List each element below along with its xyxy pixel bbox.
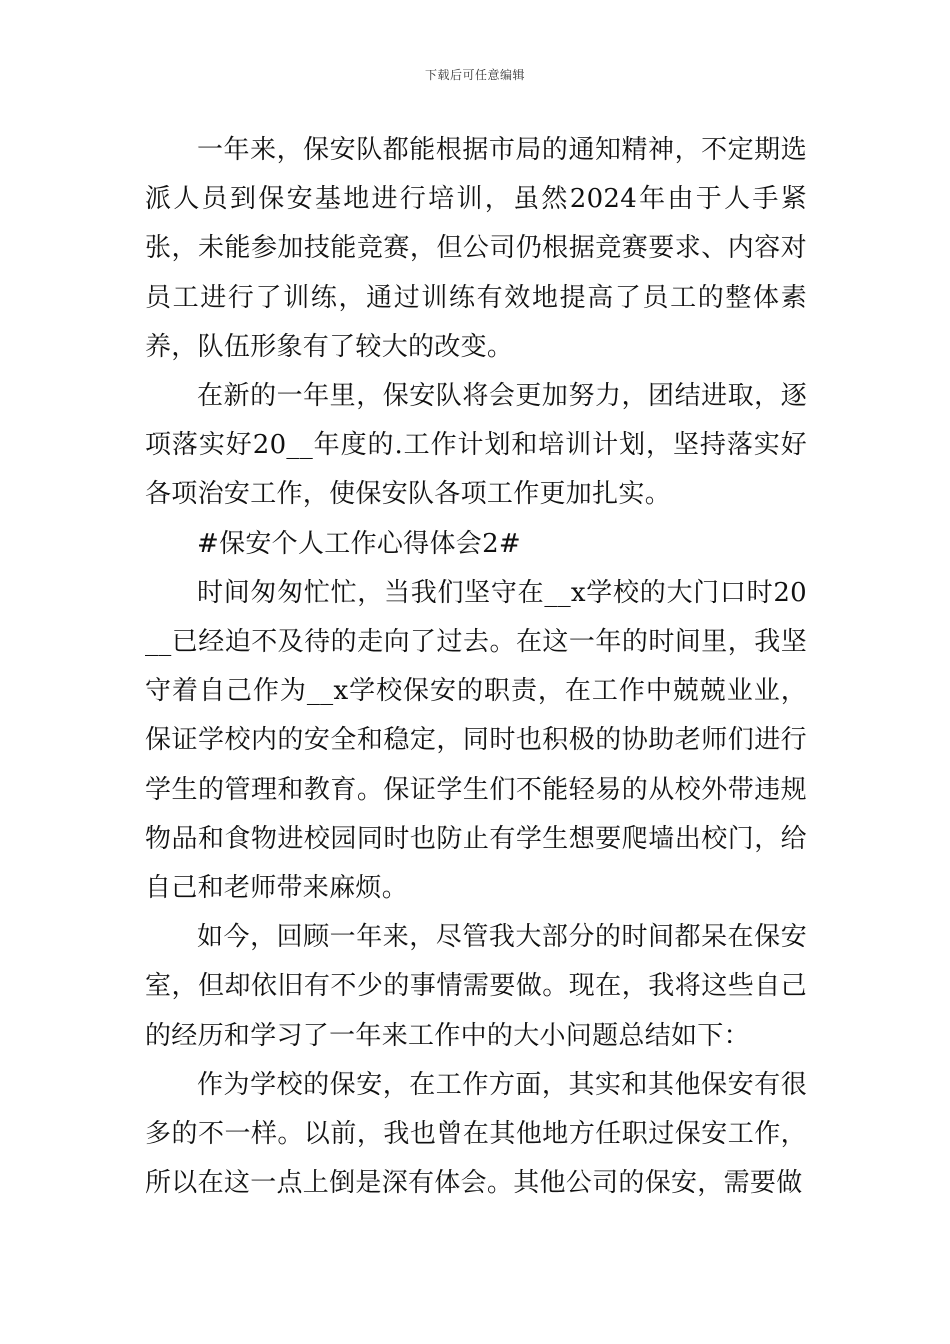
paragraph-new-year-plan: 在新的一年里，保安队将会更加努力，团结进取，逐项落实好20__年度的.工作计划和培训计划，坚持落实好各项治安工作，使保安队各项工作更加扎实。 bbox=[145, 381, 807, 510]
document-body bbox=[145, 126, 807, 1208]
page-header-note: 下载后可任意编辑 bbox=[424, 68, 525, 82]
section-heading: #保安个人工作心得体会2# bbox=[197, 528, 522, 559]
paragraph-school-guard: 时间匆匆忙忙，当我们坚守在__x学校的大门口时20__已经迫不及待的走向了过去。在这一年的时间里，我坚守着自己作为__x学校保安的职责，在工作中兢兢业业，保证学校内的安全和稳定，同时也积极的协助老师们进行学生的管理和教育。保证学生们不能轻易的从校外带违规物品和食物进校园同时也防止有学生想要爬墙出校门，给自己和老师带来麻烦。 bbox=[145, 577, 807, 904]
paragraph-review: 如今，回顾一年来，尽管我大部分的时间都呆在保安室，但却依旧有不少的事情需要做。现在，我将这些自己的经历和学习了一年来工作中的大小问题总结如下： bbox=[145, 922, 807, 1051]
paragraph-work-aspects: 作为学校的保安，在工作方面，其实和其他保安有很多的不一样。以前，我也曾在其他地方任职过保安工作，所以在这一点上倒是深有体会。其他公司的保安，需要做 bbox=[145, 1069, 807, 1199]
paragraph-training: 一年来，保安队都能根据市局的通知精神，不定期选派人员到保安基地进行培训，虽然2024年由于人手紧张，未能参加技能竞赛，但公司仍根据竞赛要求、内容对员工进行了训练，通过训练有效地提高了员工的整体素养，队伍形象有了较大的改变。 bbox=[145, 135, 807, 362]
